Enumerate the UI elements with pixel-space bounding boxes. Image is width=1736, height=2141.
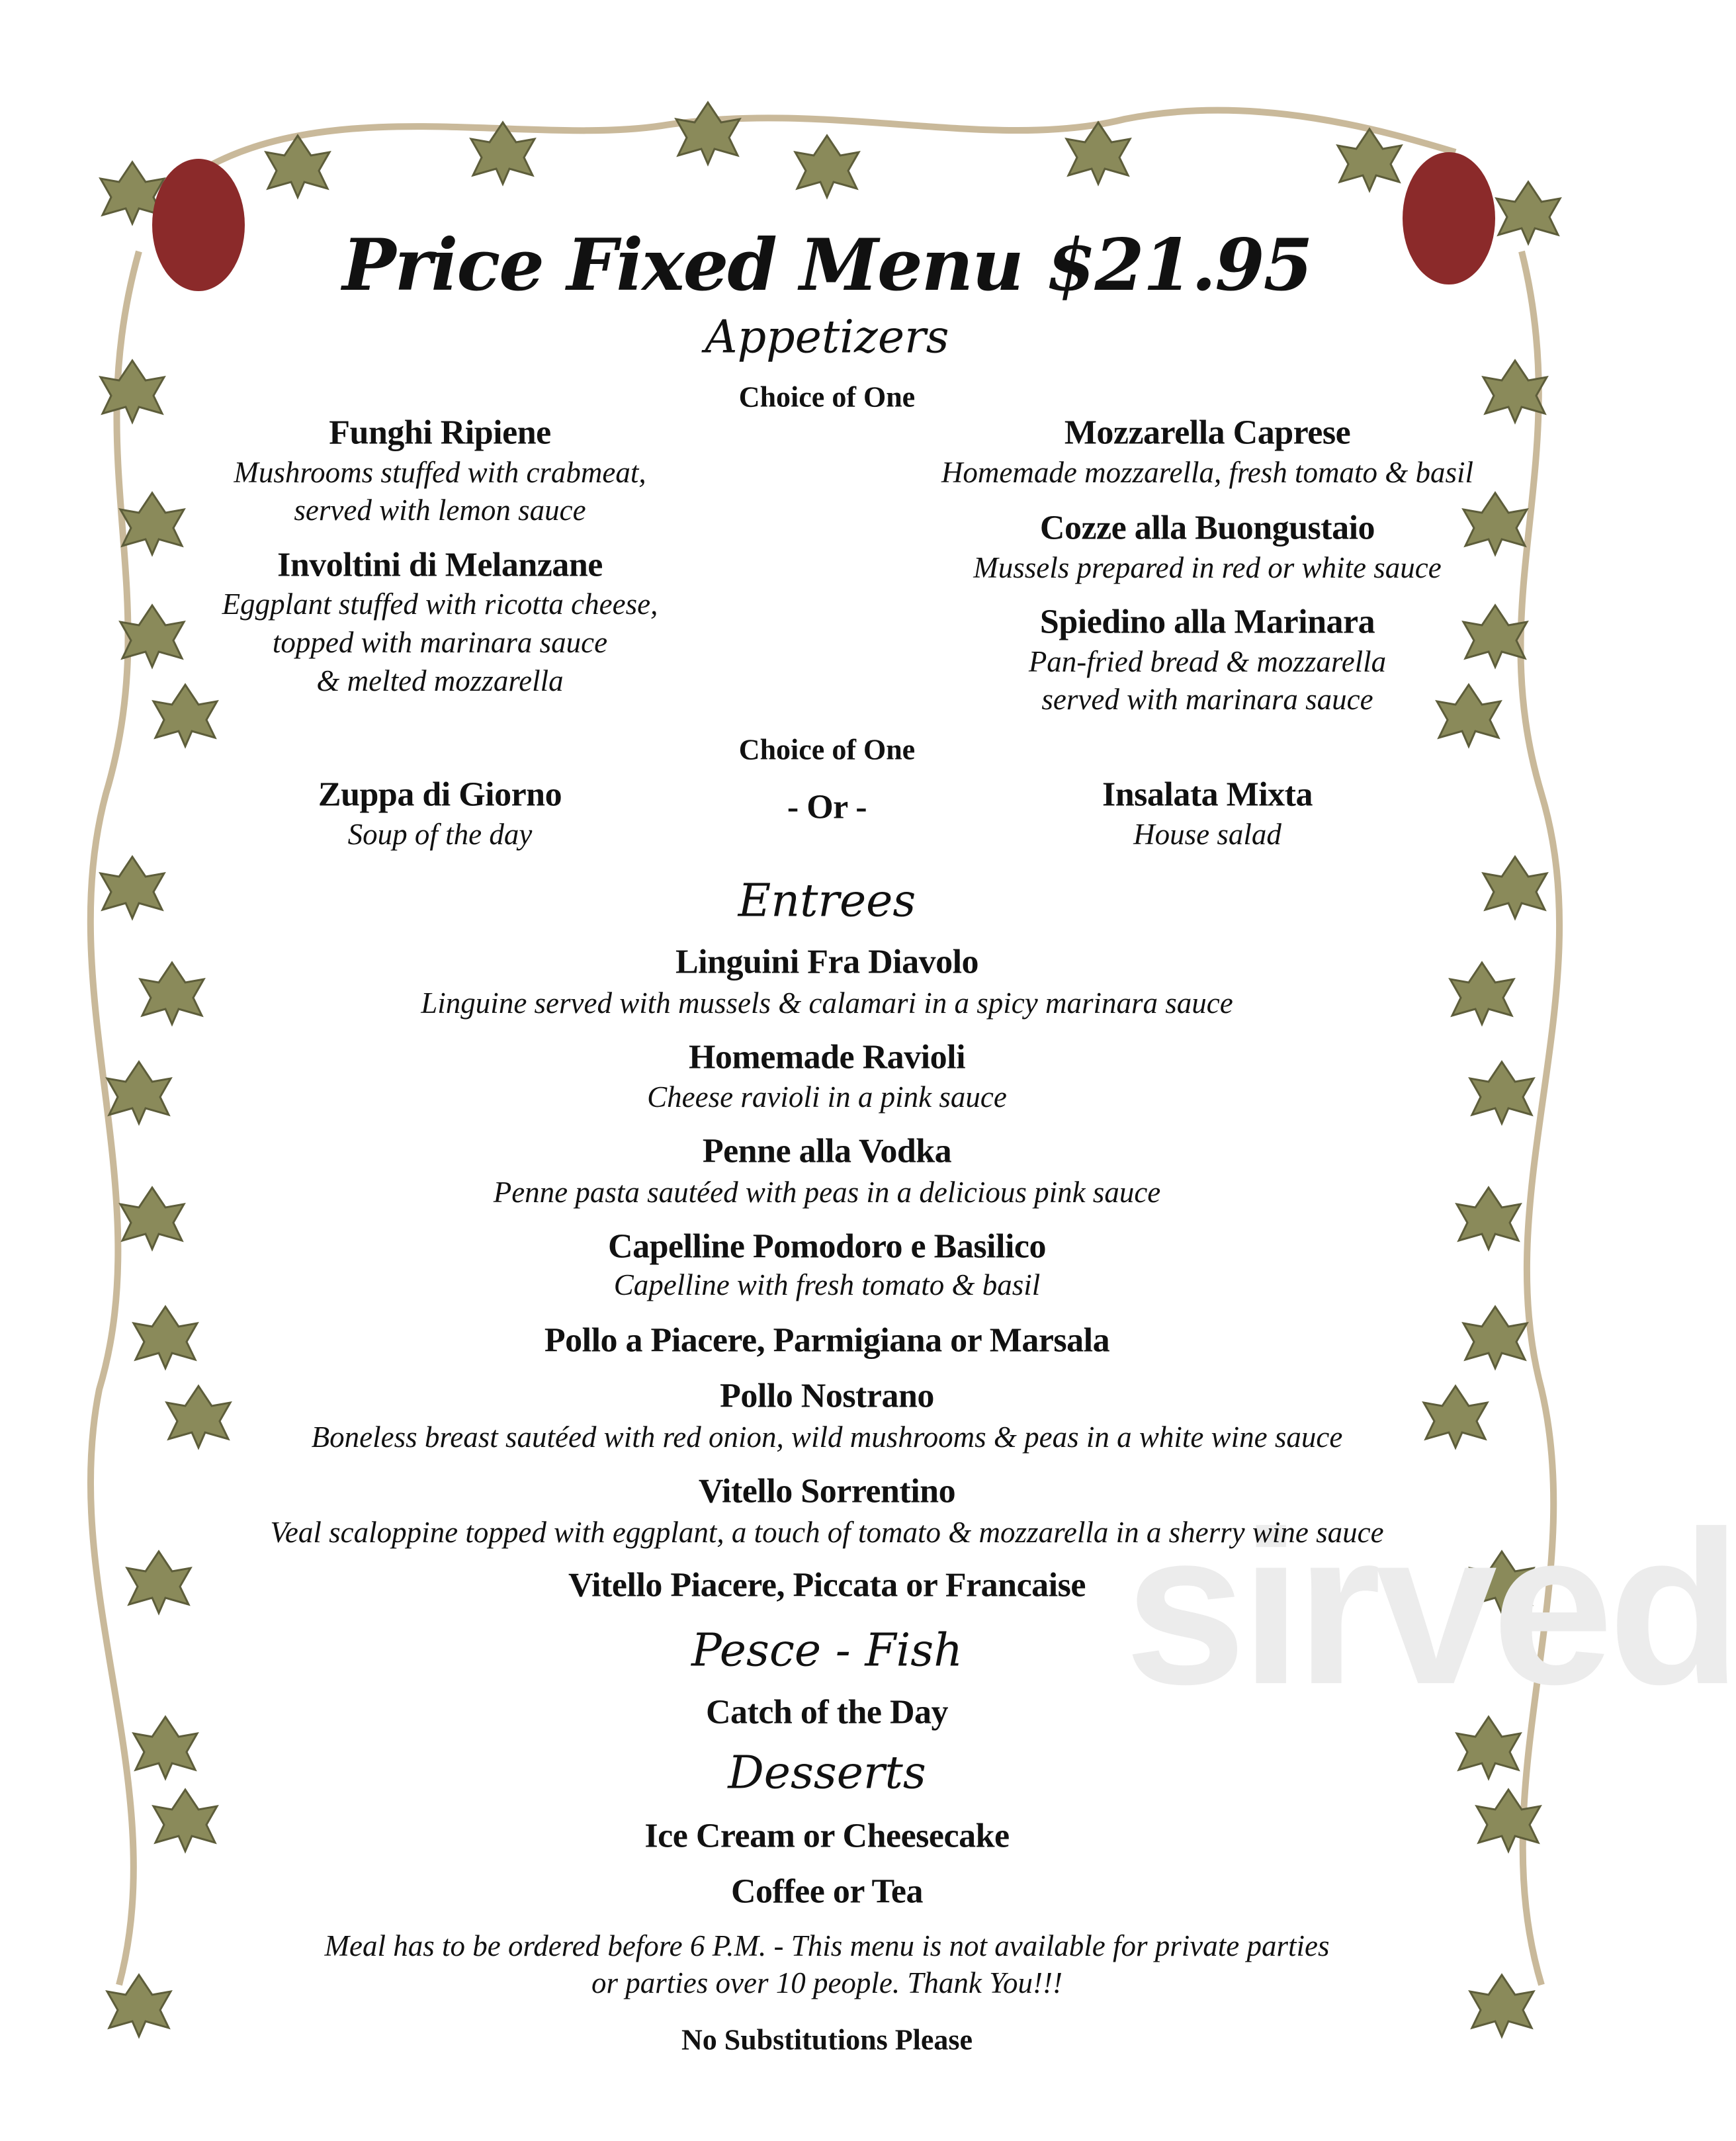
menu-item-desc: served with lemon sauce xyxy=(294,494,586,527)
menu-item-desc: Mussels prepared in red or white sauce xyxy=(973,551,1442,584)
menu-item-desc: Pan-fried bread & mozzarella xyxy=(1028,645,1387,678)
grape-leaf-icon xyxy=(1338,129,1401,191)
grape-leaf-icon xyxy=(266,136,329,197)
appetizers-heading: Appetizers xyxy=(705,311,949,364)
footer-note: or parties over 10 people. Thank You!!! xyxy=(591,1966,1063,1999)
grape-leaf-icon xyxy=(676,103,740,164)
grape-leaf-icon xyxy=(120,493,184,554)
page-title: Price Fixed Menu $21.95 xyxy=(342,224,1312,307)
fish-heading: Pesce - Fish xyxy=(691,1624,963,1677)
menu-item-name: Coffee or Tea xyxy=(730,1872,924,1911)
menu-item-name: Insalata Mixta xyxy=(1102,775,1313,814)
or-separator: - Or - xyxy=(787,788,867,826)
menu-item-name: Zuppa di Giorno xyxy=(318,775,562,814)
menu-item-desc: Homemade mozzarella, fresh tomato & basil xyxy=(941,456,1474,489)
menu-item-name: Spiedino alla Marinara xyxy=(1039,603,1375,641)
menu-item-name: Vitello Sorrentino xyxy=(698,1472,956,1510)
grape-leaf-icon xyxy=(795,136,859,197)
grape-leaf-icon xyxy=(1066,122,1130,184)
no-substitutions-note: No Substitutions Please xyxy=(681,2023,973,2056)
menu-item-name: Homemade Ravioli xyxy=(688,1038,966,1076)
menu-item-name: Ice Cream or Cheesecake xyxy=(644,1817,1010,1855)
footer-note: Meal has to be ordered before 6 P.M. - This menu is not available for private parties xyxy=(324,1929,1330,1962)
watermark: sirved xyxy=(1125,1485,1736,1729)
choice-label: Choice of One xyxy=(738,380,916,414)
menu-item-name: Pollo Nostrano xyxy=(720,1377,934,1415)
menu-item-desc: & melted mozzarella xyxy=(316,664,564,697)
menu-item-name: Catch of the Day xyxy=(705,1693,949,1731)
menu-item-desc: Veal scaloppine topped with eggplant, a touch of tomato & mozzarella in a sherry wine sauce xyxy=(270,1516,1384,1549)
menu-item-name: Mozzarella Caprese xyxy=(1064,414,1351,452)
menu-item-name: Vitello Piacere, Piccata or Francaise xyxy=(568,1566,1086,1604)
choice-label: Choice of One xyxy=(738,733,916,766)
menu-item-desc: Boneless breast sautéed with red onion, wild mushrooms & peas in a white wine sauce xyxy=(311,1420,1343,1454)
menu-item-desc: Cheese ravioli in a pink sauce xyxy=(647,1080,1007,1114)
menu-item-name: Cozze alla Buongustaio xyxy=(1039,509,1375,547)
menu-item-desc: Linguine served with mussels & calamari in a spicy marinara sauce xyxy=(421,986,1233,1020)
menu-item-name: Funghi Ripiene xyxy=(329,414,551,452)
menu-item-desc: Mushrooms stuffed with crabmeat, xyxy=(234,456,646,489)
menu-item-desc: topped with marinara sauce xyxy=(272,626,608,659)
menu-item-desc: Penne pasta sautéed with peas in a delicious pink sauce xyxy=(493,1176,1161,1209)
menu-item-desc: Soup of the day xyxy=(347,818,533,851)
entrees-heading: Entrees xyxy=(738,875,916,928)
menu-item-desc: Capelline with fresh tomato & basil xyxy=(613,1268,1041,1301)
menu-item-desc: Eggplant stuffed with ricotta cheese, xyxy=(222,588,658,621)
menu-item-name: Capelline Pomodoro e Basilico xyxy=(608,1227,1046,1266)
menu-item-name: Linguini Fra Diavolo xyxy=(675,943,979,981)
menu-item-name: Pollo a Piacere, Parmigiana or Marsala xyxy=(544,1321,1110,1360)
menu-item-desc: House salad xyxy=(1133,818,1281,851)
menu-item-name: Involtini di Melanzane xyxy=(277,546,603,584)
menu-item-name: Penne alla Vodka xyxy=(702,1132,952,1170)
desserts-heading: Desserts xyxy=(728,1747,926,1800)
menu-item-desc: served with marinara sauce xyxy=(1041,683,1373,716)
